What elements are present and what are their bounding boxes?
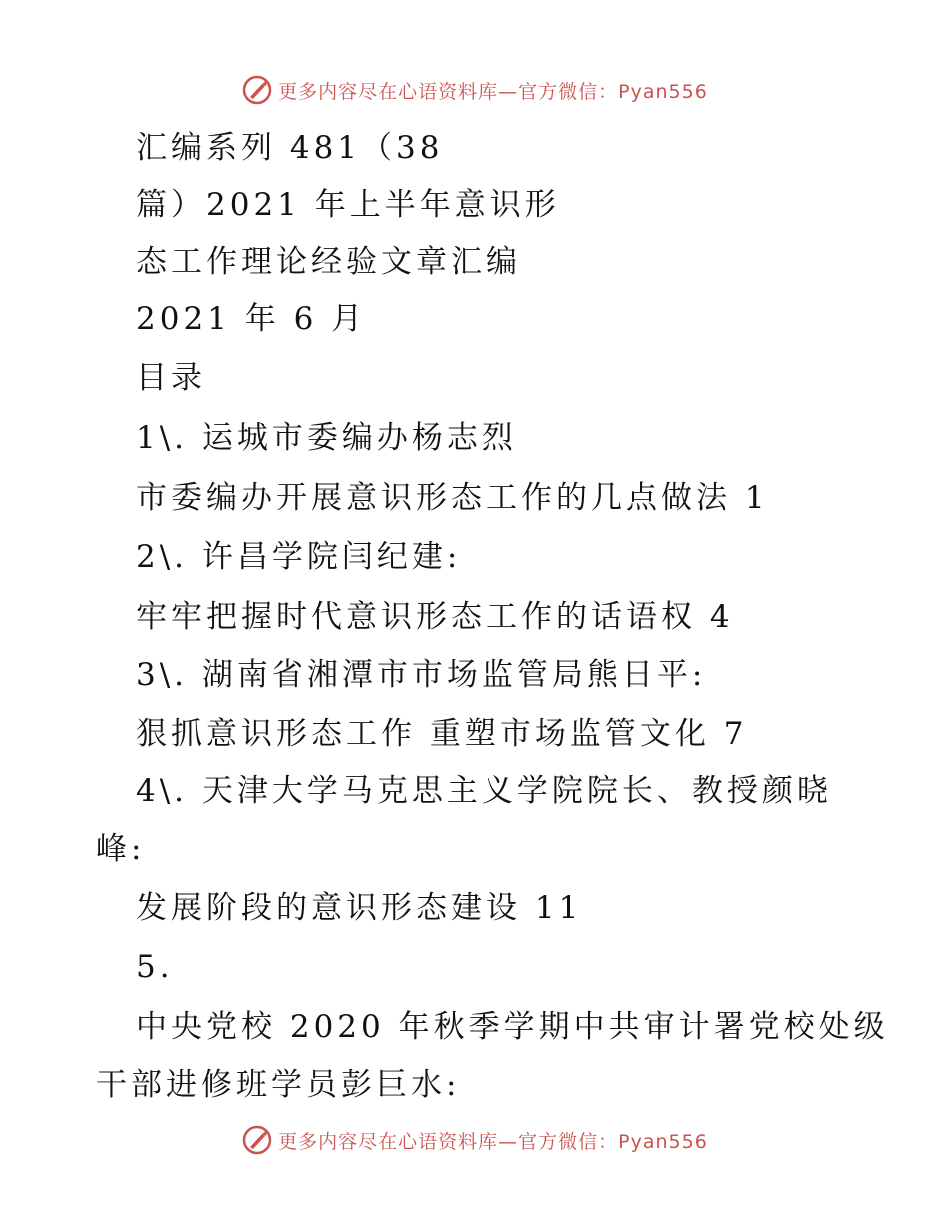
toc-item-1-author: 1\. 运城市委编办杨志烈 <box>136 420 517 456</box>
title-line-3: 态工作理论经验文章汇编 <box>136 244 521 280</box>
toc-item-2-title: 牢牢把握时代意识形态工作的话语权 4 <box>136 599 734 635</box>
toc-heading: 目录 <box>136 360 206 396</box>
quill-seal-icon <box>242 75 272 105</box>
toc-item-4-title: 发展阶段的意识形态建设 11 <box>136 890 583 926</box>
toc-item-3-author: 3\. 湖南省湘潭市市场监管局熊日平: <box>136 657 707 693</box>
date-line: 2021 年 6 月 <box>136 301 367 337</box>
toc-item-4-author: 4\. 天津大学马克思主义学院院长、教授颜晓 <box>136 773 832 809</box>
toc-item-2-author: 2\. 许昌学院闫纪建: <box>136 539 462 575</box>
watermark-banner-bottom <box>0 1120 950 1160</box>
toc-item-5-author: 中央党校 2020 年秋季学期中共审计署党校处级 <box>136 1009 889 1045</box>
title-line-2: 篇）2021 年上半年意识形 <box>136 187 560 223</box>
watermark-banner-top <box>0 70 950 110</box>
watermark-text: 更多内容尽在心语资料库—官方微信：Pyan556 <box>278 80 708 103</box>
watermark-text: 更多内容尽在心语资料库—官方微信：Pyan556 <box>278 1130 708 1153</box>
toc-item-3-title: 狠抓意识形态工作 重塑市场监管文化 7 <box>136 716 748 752</box>
toc-item-5-number: 5. <box>136 949 174 985</box>
toc-item-5-author-cont: 干部进修班学员彭巨水: <box>96 1067 461 1103</box>
toc-item-1-title: 市委编办开展意识形态工作的几点做法 1 <box>136 480 769 516</box>
quill-seal-icon <box>242 1125 272 1155</box>
toc-item-4-author-cont: 峰: <box>96 831 146 867</box>
title-line-1: 汇编系列 481（38 <box>136 130 444 166</box>
